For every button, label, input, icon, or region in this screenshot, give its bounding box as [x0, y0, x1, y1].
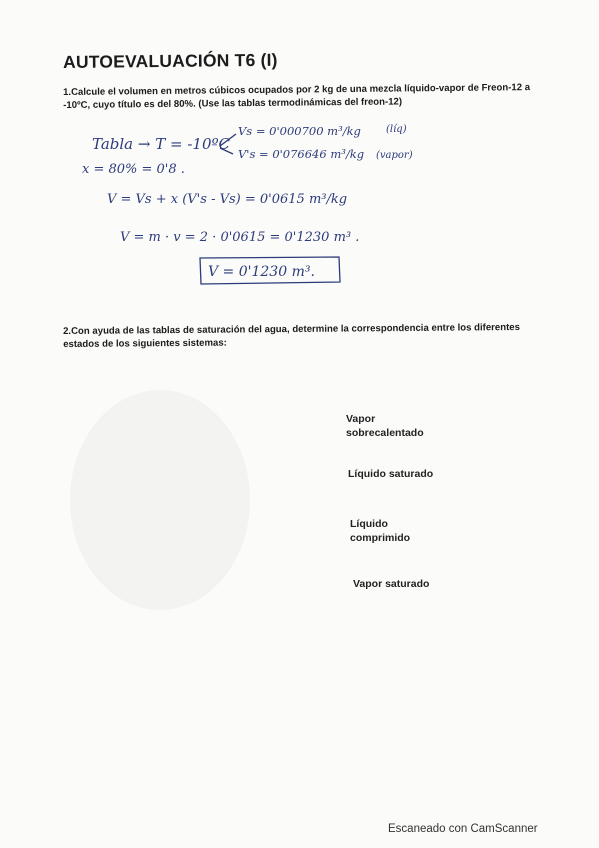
hw-line-title: x = 80% = 0'8 .: [82, 162, 185, 177]
page-title: AUTOEVALUACIÓN T6 (I): [63, 49, 278, 72]
state-liquido-saturado: Líquido saturado: [348, 468, 434, 480]
hw-line-mass: V = m · v = 2 · 0'0615 = 0'1230 m³ .: [120, 230, 360, 245]
state-vapor-sobrecalentado: Vapor sobrecalentado: [346, 413, 424, 439]
hw-line-formula: V = Vs + x (V's - Vs) = 0'0615 m³/kg: [107, 192, 348, 207]
camscanner-footer: Escaneado con CamScanner: [388, 823, 538, 835]
state-vapor-saturado: Vapor saturado: [353, 578, 430, 590]
state-liquido-comprimido: Líquido comprimido: [350, 518, 411, 544]
hw-answer: V = 0'1230 m³.: [208, 264, 315, 280]
hw-vv: V's = 0'076646 m³/kg: [238, 147, 365, 161]
hw-vs-note: (líq): [386, 124, 407, 135]
hw-vv-note: (vapor): [376, 150, 413, 161]
question-1-text: 1.Calcule el volumen en metros cúbicos ocupados por 2 kg de una mezcla líquido-vapor de Freon-12 a -10ºC, cuyo título es del 80%. (Use las tablas termodinámicas del freon-12): [63, 82, 531, 111]
hw-vs: Vs = 0'000700 m³/kg: [238, 124, 361, 138]
hw-line-table: Tabla → T = -10ºC: [92, 135, 231, 153]
question-2-text: 2.Con ayuda de las tablas de saturación del agua, determine la correspondencia entre los diferentes estados de los siguientes sistemas:: [63, 322, 521, 350]
